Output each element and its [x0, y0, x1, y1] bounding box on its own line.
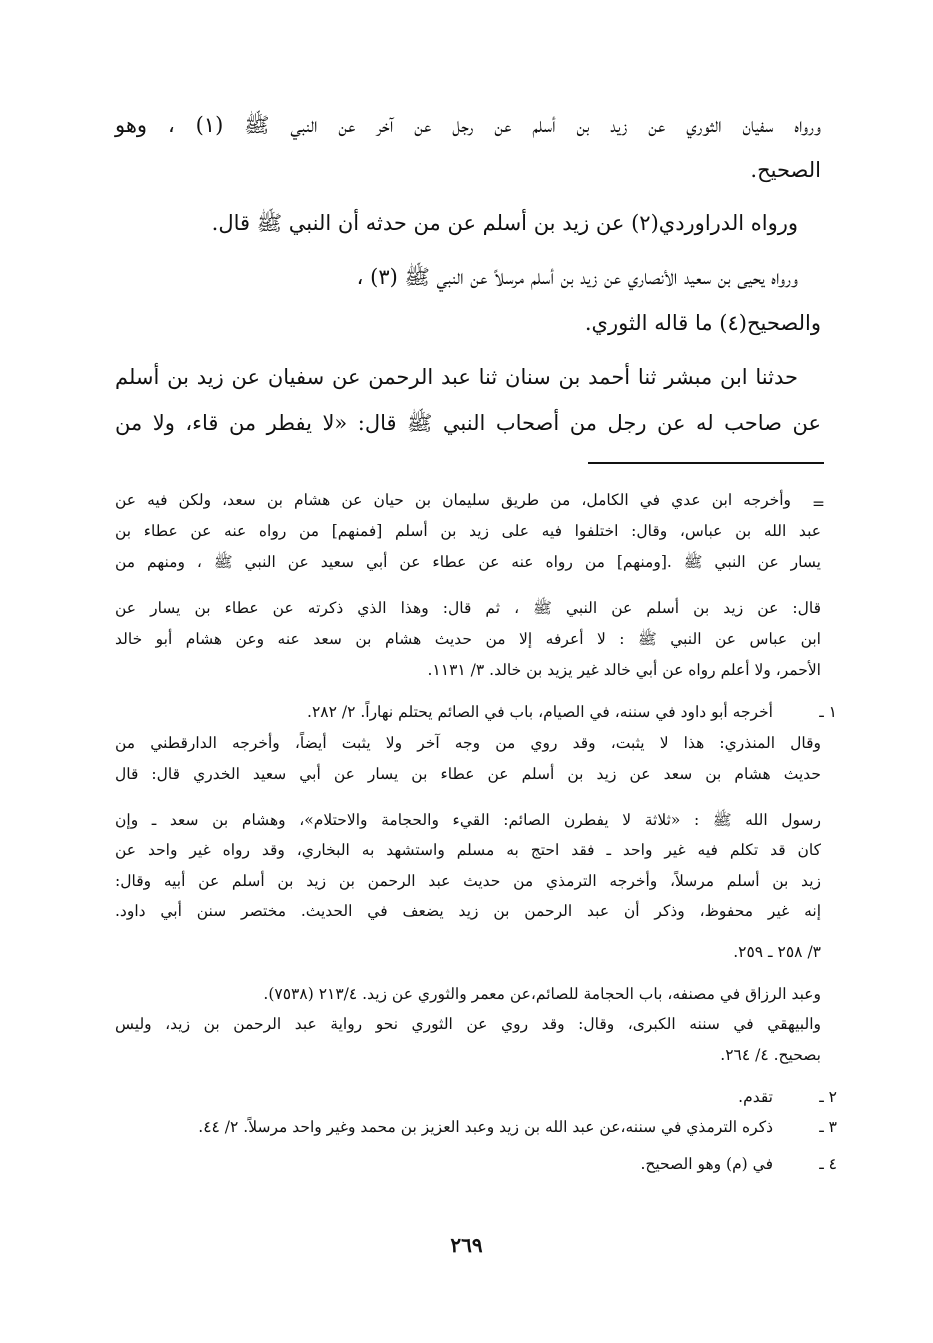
main-text-line: ورواه سفيان الثوري عن زيد بن أسلم عن رجل عن آخر عن النبي ﷺ (١) ، وهو [115, 113, 822, 137]
footnote-line: ٣/ ٢٥٨ ـ ٢٥٩. [733, 943, 821, 961]
footnote-line: إنه غير محفوظ، وذكر أن عبد الرحمن بن زيد يضعف في الحديث. مختصر سنن أبي داود. [115, 902, 821, 920]
footnote-line: زيد بن أسلم مرسلاً، وأخرجه الترمذي من حديث عبد الرحمن بن زيد بن أسلم عن أبيه وقال: [115, 872, 821, 890]
footnote-number: ١ ـ [819, 703, 837, 721]
footnote-number: ٢ ـ [819, 1088, 837, 1106]
footnote-line: وعبد الرزاق في مصنفه، باب الحجامة للصائم،عن معمر والثوري عن زيد. ٢١٣/٤ (٧٥٣٨). [263, 985, 821, 1003]
main-text-line: ورواه الدراوردي(٢) عن زيد بن أسلم عن من حدثه أن النبي ﷺ قال. [211, 211, 798, 235]
footnote-line: الأحمر، ولا أعلم رواه عن أبي خالد غير يزيد بن خالد. ٣/ ١١٣١. [427, 661, 821, 679]
footnote-line: وقال المنذري: هذا لا يثبت، وقد روي من وجه آخر ولا يثبت أيضاً، وأخرجه الدارقطني من [115, 734, 821, 752]
footnote-line: ابن عباس عن النبي ﷺ : لا أعرفه إلا من حديث هشام بن سعد عنه وعن هشام أبو خالد [115, 630, 821, 648]
footnote-line: عبد الله بن عباس، وقال: اختلفوا فيه على زيد بن أسلم [فمنهم] من رواه عنه عن عطاء بن [115, 522, 821, 540]
footnote-line: ذكره الترمذي في سننه،عن عبد الله بن زيد وعبد العزيز بن محمد وغير واحد مرسلاً. ٢/ ٤٤. [198, 1118, 773, 1136]
footnote-line: قال: عن زيد بن أسلم عن النبي ﷺ ، ثم قال: وهذا الذي ذكرته عن عطاء بن يسار عن [115, 599, 821, 617]
footnote-line: حديث هشام بن سعد عن زيد بن أسلم عن عطاء بن يسار عن أبي سعيد الخدري قال: قال [115, 765, 821, 783]
footnote-line: وأخرجه ابن عدي في الكامل، من طريق سليمان بن حيان عن هشام بن سعد، ولكن فيه عن [115, 491, 791, 509]
main-text-line: عن صاحب له عن رجل من أصحاب النبي ﷺ قال: «لا يفطر من قاء، ولا من [115, 411, 821, 435]
footnote-line: رسول الله ﷺ : «ثلاثة لا يفطرن الصائم: القيء والحجامة والاحتلام»، وهشام بن سعد ـ وإن [115, 811, 821, 829]
main-text-line: ورواه يحيى بن سعيد الأنصاري عن زيد بن أسلم مرسلاً عن النبي ﷺ (٣) ، [356, 265, 798, 289]
main-text-line: حدثنا ابن مبشر ثنا أحمد بن سنان ثنا عبد الرحمن عن سفيان عن زيد بن أسلم [115, 365, 798, 389]
footnote-line: أخرجه أبو داود في سننه، في الصيام، باب في الصائم يحتلم نهاراً. ٢/ ٢٨٢. [307, 703, 773, 721]
page-number: ٢٦٩ [450, 1233, 483, 1257]
footnote-line: تقدم. [738, 1088, 773, 1106]
footnote-line: في (م) وهو الصحيح. [640, 1155, 773, 1173]
footnote-line: يسار عن النبي ﷺ .[ومنهم] من رواه عنه عن عطاء عن أبي سعيد عن النبي ﷺ ، ومنهم من [115, 553, 821, 571]
footnote-number: ٤ ـ [819, 1155, 837, 1173]
footnote-line: كان قد تكلم فيه غير واحد ـ فقد احتج به مسلم واستشهد به البخاري، وقد رواه غير واحد عن [115, 841, 821, 859]
footnote-separator [588, 462, 824, 464]
main-text-line: والصحيح(٤) ما قاله الثوري. [584, 311, 821, 335]
footnote-line: والبيهقي في سننه الكبرى، وقال: وقد روي عن الثوري نحو رواية عبد الرحمن بن زيد، وليس [115, 1015, 821, 1033]
footnote-number: ٣ ـ [819, 1118, 837, 1136]
main-text-line: الصحيح. [750, 158, 821, 182]
footnote-line: بصحيح. ٤/ ٢٦٤. [720, 1046, 821, 1064]
continuation-marker: = [812, 495, 825, 513]
